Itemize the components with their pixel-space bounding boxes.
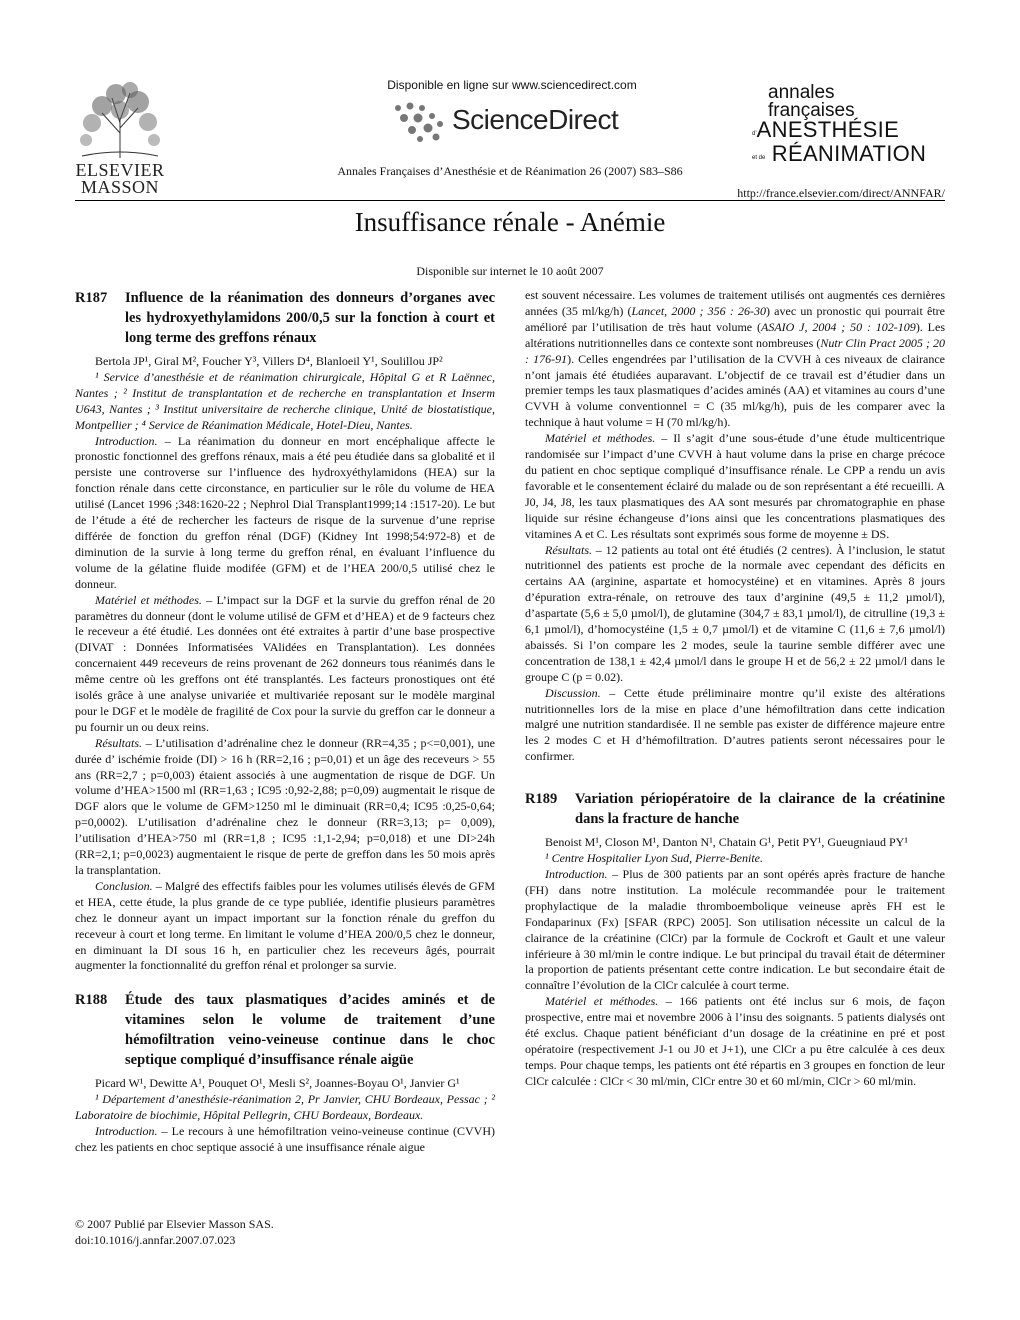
abstract-heading-r188 — [75, 990, 495, 1070]
paragraph-introduction: Introduction. – Plus de 300 patients par an sont opérés après fracture de hanche (FH) dans notre institution. La molécule recommandée pour le traitement prophylactique de la maladie thromboembolique veineuse après FH est le Fondaparinux (Fx) [SFAR (RPC) 2005]. Son utilisation nécessite un calcul de la clairance de la créatinine (ClCr) par la formule de Cockroft et Gault et une valeur inférieure à 30 ml/min le contre indique. Le but principal du travail était de déterminer la proportion de patients présentant cette contre indication. Le but secondaire était de connaître l’évolution de la ClCr calculée à court terme. — [525, 867, 945, 993]
abstract-heading-r187 — [75, 288, 495, 348]
left-column — [75, 288, 495, 1156]
paragraph-introduction: Introduction. – Le recours à une hémofiltration veino-veineuse continue (CVVH) chez les patients en choc septique associé à une insuffisance rénale aigue — [75, 1124, 495, 1154]
footer — [75, 1216, 495, 1248]
sciencedirect-logo — [390, 100, 640, 144]
journal-url[interactable]: http://france.elsevier.com/direct/ANNFAR/ — [737, 186, 945, 200]
paragraph-methods: Matériel et méthodes. – L’impact sur la DGF et la survie du greffon rénal de 20 paramètres du donneur (dont le volume utilisé de GFM et d’HEA) et de 9 facteurs chez le receveur a été étudié. Les données ont été extraites à partir d’une base prospective (DIVAT : Données Informatisées VAlidées en Transplantation). Les données concernaient 449 receveurs de reins provenant de 262 donneurs tous réanimés dans le même centre où les greffons ont été transplantés. Les facteurs pronostiques ont été isolés grâce à une analyse univariée et multivariée reposant sur le modèle marginal pour le DGF et le modèle de fragilité de Cox pour la survie du greffon car le donneur a pu fournir un ou deux reins. — [75, 592, 496, 734]
abstract-id: R189 — [525, 791, 558, 808]
abstract-title: Variation périopératoire de la clairance de la créatinine dans la fracture de hanche — [575, 791, 945, 828]
elsevier-masson-logo — [72, 78, 168, 196]
abstract-id: R188 — [75, 992, 108, 1009]
abstract-id: R187 — [75, 290, 108, 306]
journal-logo: annales françaises d’ANESTHÉSIE et de RÉANIMATION — [752, 82, 927, 166]
affiliations: ¹ Département d’anesthésie-réanimation 2, Pr Janvier, CHU Bordeaux, Pessac ; ² Laboratoire de biochimie, Hôpital Pellegrin, CHU Bordeaux, Bordeaux. — [75, 1092, 495, 1123]
authors: Benoist M¹, Closon M¹, Danton N¹, Chatain G¹, Petit PY¹, Gueugniaud PY¹ — [545, 835, 908, 850]
sciencedirect-wordmark: ScienceDirect — [452, 104, 619, 135]
elsevier-tree-icon — [72, 78, 168, 160]
authors: Bertola JP¹, Giral M², Foucher Y³, Villers D⁴, Blanloeil Y¹, Soulillou JP² — [95, 354, 443, 368]
right-column — [525, 288, 945, 1090]
paragraph-discussion: Discussion. – Cette étude préliminaire montre qu’il existe des altérations nutritionnelles lors de la mise en place d’une hémofiltration dans cette indication malgré une nutrition standardisée. Il ne semble pas exister de différence majeure entre les 2 modes C et H d’hémofiltration. D’autres patients seront nécessaires pour le confirmer. — [525, 685, 945, 764]
paragraph-conclusion: Conclusion. – Malgré des effectifs faibles pour les volumes utilisés élevés de GFM et HEA, cette étude, la plus grande de ce type publiée, identifie plusieurs paramètres chez le donneur ayant un impact important sur la fonction rénale du greffon du receveur à court et long terme. En limitant le volume d’HEA 200/0,5 chez le donneur, en diminuant la DI sous 16 h, en particulier chez les receveurs âgés, pourrait augmenter la fonctionnalité du greffon rénal et prolonger sa survie. — [75, 878, 495, 973]
paragraph-methods: Matériel et méthodes. – 166 patients ont été inclus sur 6 mois, de façon prospective, entre mai et novembre 2006 à l’insu des soignants. 5 patients dialysés ont été exclus. Chaque patient bénéficiant d’un dosage de la créatinine en pré et post opératoire (respectivement J-1 ou J0 et J+1), une ClCr a pu être calculée à ces deux temps. Pour chaque temps, les patients ont été répartis en 3 groupes en fonction de leur ClCr calculée : ClCr < 30 ml/min, ClCr entre 30 et 60 ml/min, ClCr > 60 ml/min. — [525, 994, 945, 1088]
section-title: Insuffisance rénale - Anémie — [354, 207, 666, 237]
journal-citation: Annales Françaises d’Anesthésie et de Réanimation 26 (2007) S83–S86 — [337, 164, 683, 178]
authors: Picard W¹, Dewitte A¹, Pouquet O¹, Mesli S², Joannes-Boyau O¹, Janvier G¹ — [95, 1076, 460, 1091]
paragraph-introduction: Introduction. – La réanimation du donneur en mort encéphalique affecte le pronostic fonctionnel des greffons rénaux, mais a été peu étudiée dans sa globalité et il persiste une controverse sur l’influence des hydroxyéthylamidons (HEA) sur la fonction rénale dans cette circonstance, en particulier sur le rôle du volume de HEA utilisé (Lancet 1996 ;348:1620-22 ; Nephrol Dial Transplant1999;14 :1517-20). Le but de l’étude a été de rechercher les facteurs de risque de la survenue d’une reprise différée de fonction du greffon rénal (DGF) (Kidney Int 1998;54:972-8) et de diminution de la survie à long terme du greffon rénal, en évaluant l’influence du volume de la gélatine fluide modifée (GFM) et de l’HEA 200/0,5 utilisé chez le donneur. — [75, 433, 495, 591]
doi[interactable]: doi:10.1016/j.annfar.2007.07.023 — [75, 1233, 236, 1247]
paragraph-methods: Matériel et méthodes. – Il s’agit d’une sous-étude d’une étude multicentrique randomisée sur l’impact d’une CVVH à haut volume dans la prise en charge précoce du patient en choc septique compliqué d’insuffisance rénale. Le CPP a rendu un avis favorable et le consentement éclairé du malade ou de son représentant a été recueilli. A J0, J4, J8, les taux plasmatiques des AA sont mesurés par chromatographie en phase liquide sur résine échangeuse d’ions ainsi que les concentrations plasmatiques des vitamines A et C. Les résultats sont exprimés sous forme de moyenne ± DS. — [525, 431, 945, 541]
paragraph-results: Résultats. – 12 patients au total ont été étudiés (2 centres). À l’inclusion, le statut nutritionnel des patients est proche de la normale avec cependant des déficits en certains AA (arginine, aspartate et homocystéine) et en vitamines. Après 8 jours d’épuration extra-rénale, on retrouve des taux d’arginine (49,5 ± 11,2 µmol/l), d’aspartate (5,6 ± 5,0 µmol/l), de glutamine (304,7 ± 83,1 µmol/l), de citrulline (19,3 ± 6,1 µmol/l), d’homocystéine (1,5 ± 0,7 µmol/l) et de vitamine C (11,6 ± 7,6 µmol/l) abaissés. Si l’on compare les 2 modes, seule la taurine semble différer avec une concentration de 138,1 ± 42,4 µmol/l dans le groupe H et de 56,2 ± 22 µmol/l dans le groupe C (p = 0.02). — [525, 542, 945, 684]
abstract-title: Influence de la réanimation des donneurs d’organes avec les hydroxyethylamidons 200/0,5 sur la fonction à court et long terme des greffons rénaux — [125, 290, 495, 346]
sciencedirect-dots-icon — [390, 102, 452, 142]
abstract-heading-r189 — [525, 789, 945, 829]
abstract-title: Étude des taux plasmatiques d’acides aminés et de vitamines selon le volume de traitement d’une hémofiltration veino-veineuse continue dans le choc septique compliqué d’insuffisance rénale aigüe — [125, 992, 495, 1069]
affiliations: ¹ Service d’anesthésie et de réanimation chirurgicale, Hôpital G et R Laënnec, Nantes ; ² Institut de transplantation et de recherche en transplantation et Inserm U643, Nantes ; ³ Institut universitaire de recherche clinique, Unité de biostatistique, Montpellier ; ⁴ Service de Réanimation Médicale, Hotel-Dieu, Nantes. — [75, 369, 495, 432]
header-divider — [75, 200, 945, 201]
publisher-name: ELSEVIER MASSON — [75, 160, 165, 197]
paragraph-results: Résultats. – L’utilisation d’adrénaline chez le donneur (RR=4,35 ; p<=0,001), une durée d’ ischémie froide (DI) > 16 h (RR=2,16 ; p=0,01) et un âge des receveurs > 55 ans (RR=2,7 ; p=0,003) étaient associés à une augmentation de risque de DGF. Un volume d’HEA>1500 ml (RR=1,63 ; IC95 :0,92-2,88; p=0,09) augmentait le risque de DGF alors que le volume de GFM>1250 ml le diminuait (RR=0,4; IC95 :0,25-0,64; p=0,0002). L’utilisation d’adrénaline chez le donneur (RR=3,13; p= 0,009), l’utilisation d’HEA>750 ml (RR=1,8 ; IC95 :1,1-2,94; p=0,018) et une DI>24h (RR=2,1; p=0,0023) augmentaient le risque de perte de greffon dans les 50 mois après la transplantation. — [75, 735, 495, 877]
copyright: © 2007 Publié par Elsevier Masson SAS. — [75, 1217, 274, 1231]
available-online-text: Disponible en ligne sur www.sciencedirect.com — [387, 78, 637, 92]
paragraph-introduction-continued: est souvent nécessaire. Les volumes de traitement utilisés ont augmentés ces dernières années (35 ml/kg/h) (Lancet, 2000 ; 356 : 26-30) avec un pronostic qui pourrait être amélioré par l’utilisation de très haut volume (ASAIO J, 2004 ; 50 : 102-109). Les altérations nutritionnelles dans ce contexte sont nombreuses (Nutr Clin Pract 2005 ; 20 : 176-91). Celles engendrées par l’utilisation de la CVVH à ces niveaux de clairance n’ont jamais été étudiées auparavant. L’objectif de ce travail est d’étudier dans un premier temps les taux plasmatiques d’acides aminés (AA) et vitamines au cours d’une CVVH à volume conventionnel = C (35 ml/kg/h), puis de les comparer avec la technique à haut volume = H (70 ml/kg/h). — [525, 288, 946, 430]
affiliations: ¹ Centre Hospitalier Lyon Sud, Pierre-Benite. — [545, 851, 763, 866]
available-date: Disponible sur internet le 10 août 2007 — [416, 264, 604, 278]
